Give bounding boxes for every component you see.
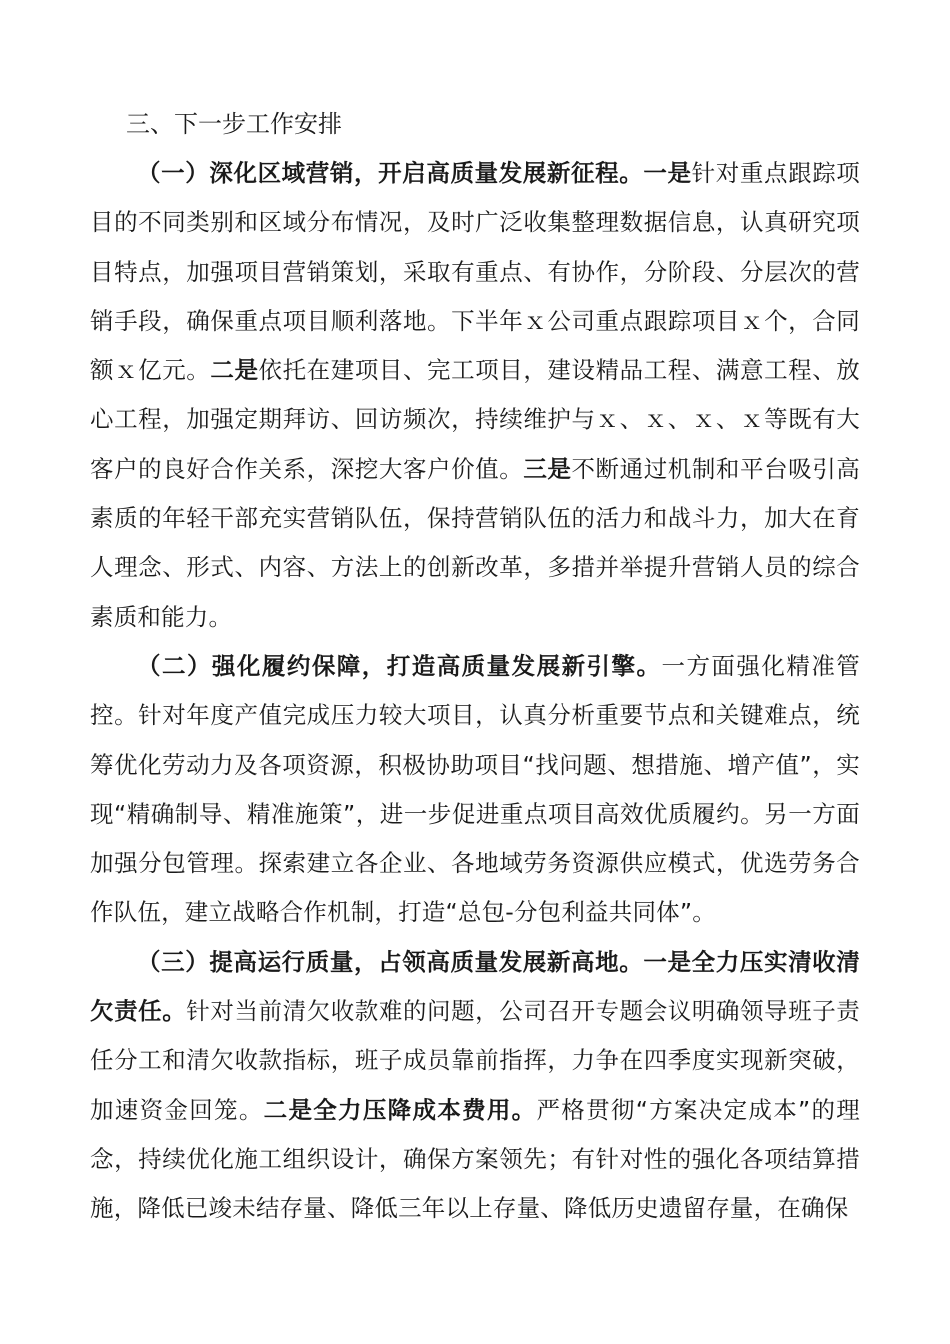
paragraph-3-point-1-label: 一是全力压实清收清欠责任。 [90,947,860,1026]
paragraph-1-point-1-label: 一是 [643,159,692,187]
section-heading: 三、下一步工作安排 [126,110,342,138]
paragraph-1-point-1-text: 针对重点跟踪项目的不同类别和区域分布情况，及时广泛收集整理数据信息，认真研究项目特点，加强项目营销策划，采取有重点、有协作，分阶段、分层次的营销手段，确保重点项目顺利落地。下半年ｘ公司重点跟踪项目ｘ个，合同额ｘ亿元。 [90,159,861,385]
paragraph-3-point-2-label: 二是全力压降成本费用。 [263,1095,537,1124]
paragraph-3-point-1-text: 针对当前清欠收款难的问题，公司召开专题会议明确领导班子责任分工和清欠收款指标，班子成员靠前指挥，力争在四季度实现新突破，加速资金回笼。 [90,997,860,1124]
paragraph-1-point-3-text: 不断通过机制和平台吸引高素质的年轻干部充实营销队伍，保持营销队伍的活力和战斗力，加大在育人理念、形式、内容、方法上的创新改革，多措并举提升营销人员的综合素质和能力。 [90,454,860,631]
paragraph-2-title: （二）强化履约保障，打造高质量发展新引擎。 [137,651,662,680]
paragraph-3-point-2-text: 严格贯彻“方案决定成本”的理念，持续优化施工组织设计，确保方案领先；有针对性的强化各项结算措施，降低已竣未结存量、降低三年以上存量、降低历史遗留存量，在确保 [90,1095,861,1223]
paragraph-3-title: （三）提高运行质量，占领高质量发展新高地。 [137,947,644,976]
paragraph-1 [90,149,860,642]
paragraph-2 [90,642,860,938]
paragraph-1-point-3-label: 三是 [523,454,572,483]
paragraph-3 [90,938,860,1234]
paragraph-2-text: 一方面强化精准管控。针对年度产值完成压力较大项目，认真分析重要节点和关键难点，统筹优化劳动力及各项资源，积极协助项目“找问题、想措施、增产值”，实现“精确制导、精准施策”，进一步促进重点项目高效优质履约。另一方面加强分包管理。探索建立各企业、各地域劳务资源供应模式，优选劳务合作队伍，建立战略合作机制，打造“总包-分包利益共同体”。 [90,651,860,927]
paragraph-1-title: （一）深化区域营销，开启高质量发展新征程。 [137,159,644,187]
paragraph-1-point-2-label: 二是 [210,356,259,385]
paragraph-1-point-2-text: 依托在建项目、完工项目，建设精品工程、满意工程、放心工程，加强定期拜访、回访频次，持续维护与ｘ、ｘ、ｘ、ｘ等既有大客户的良好合作关系，深挖大客户价值。 [90,356,861,483]
